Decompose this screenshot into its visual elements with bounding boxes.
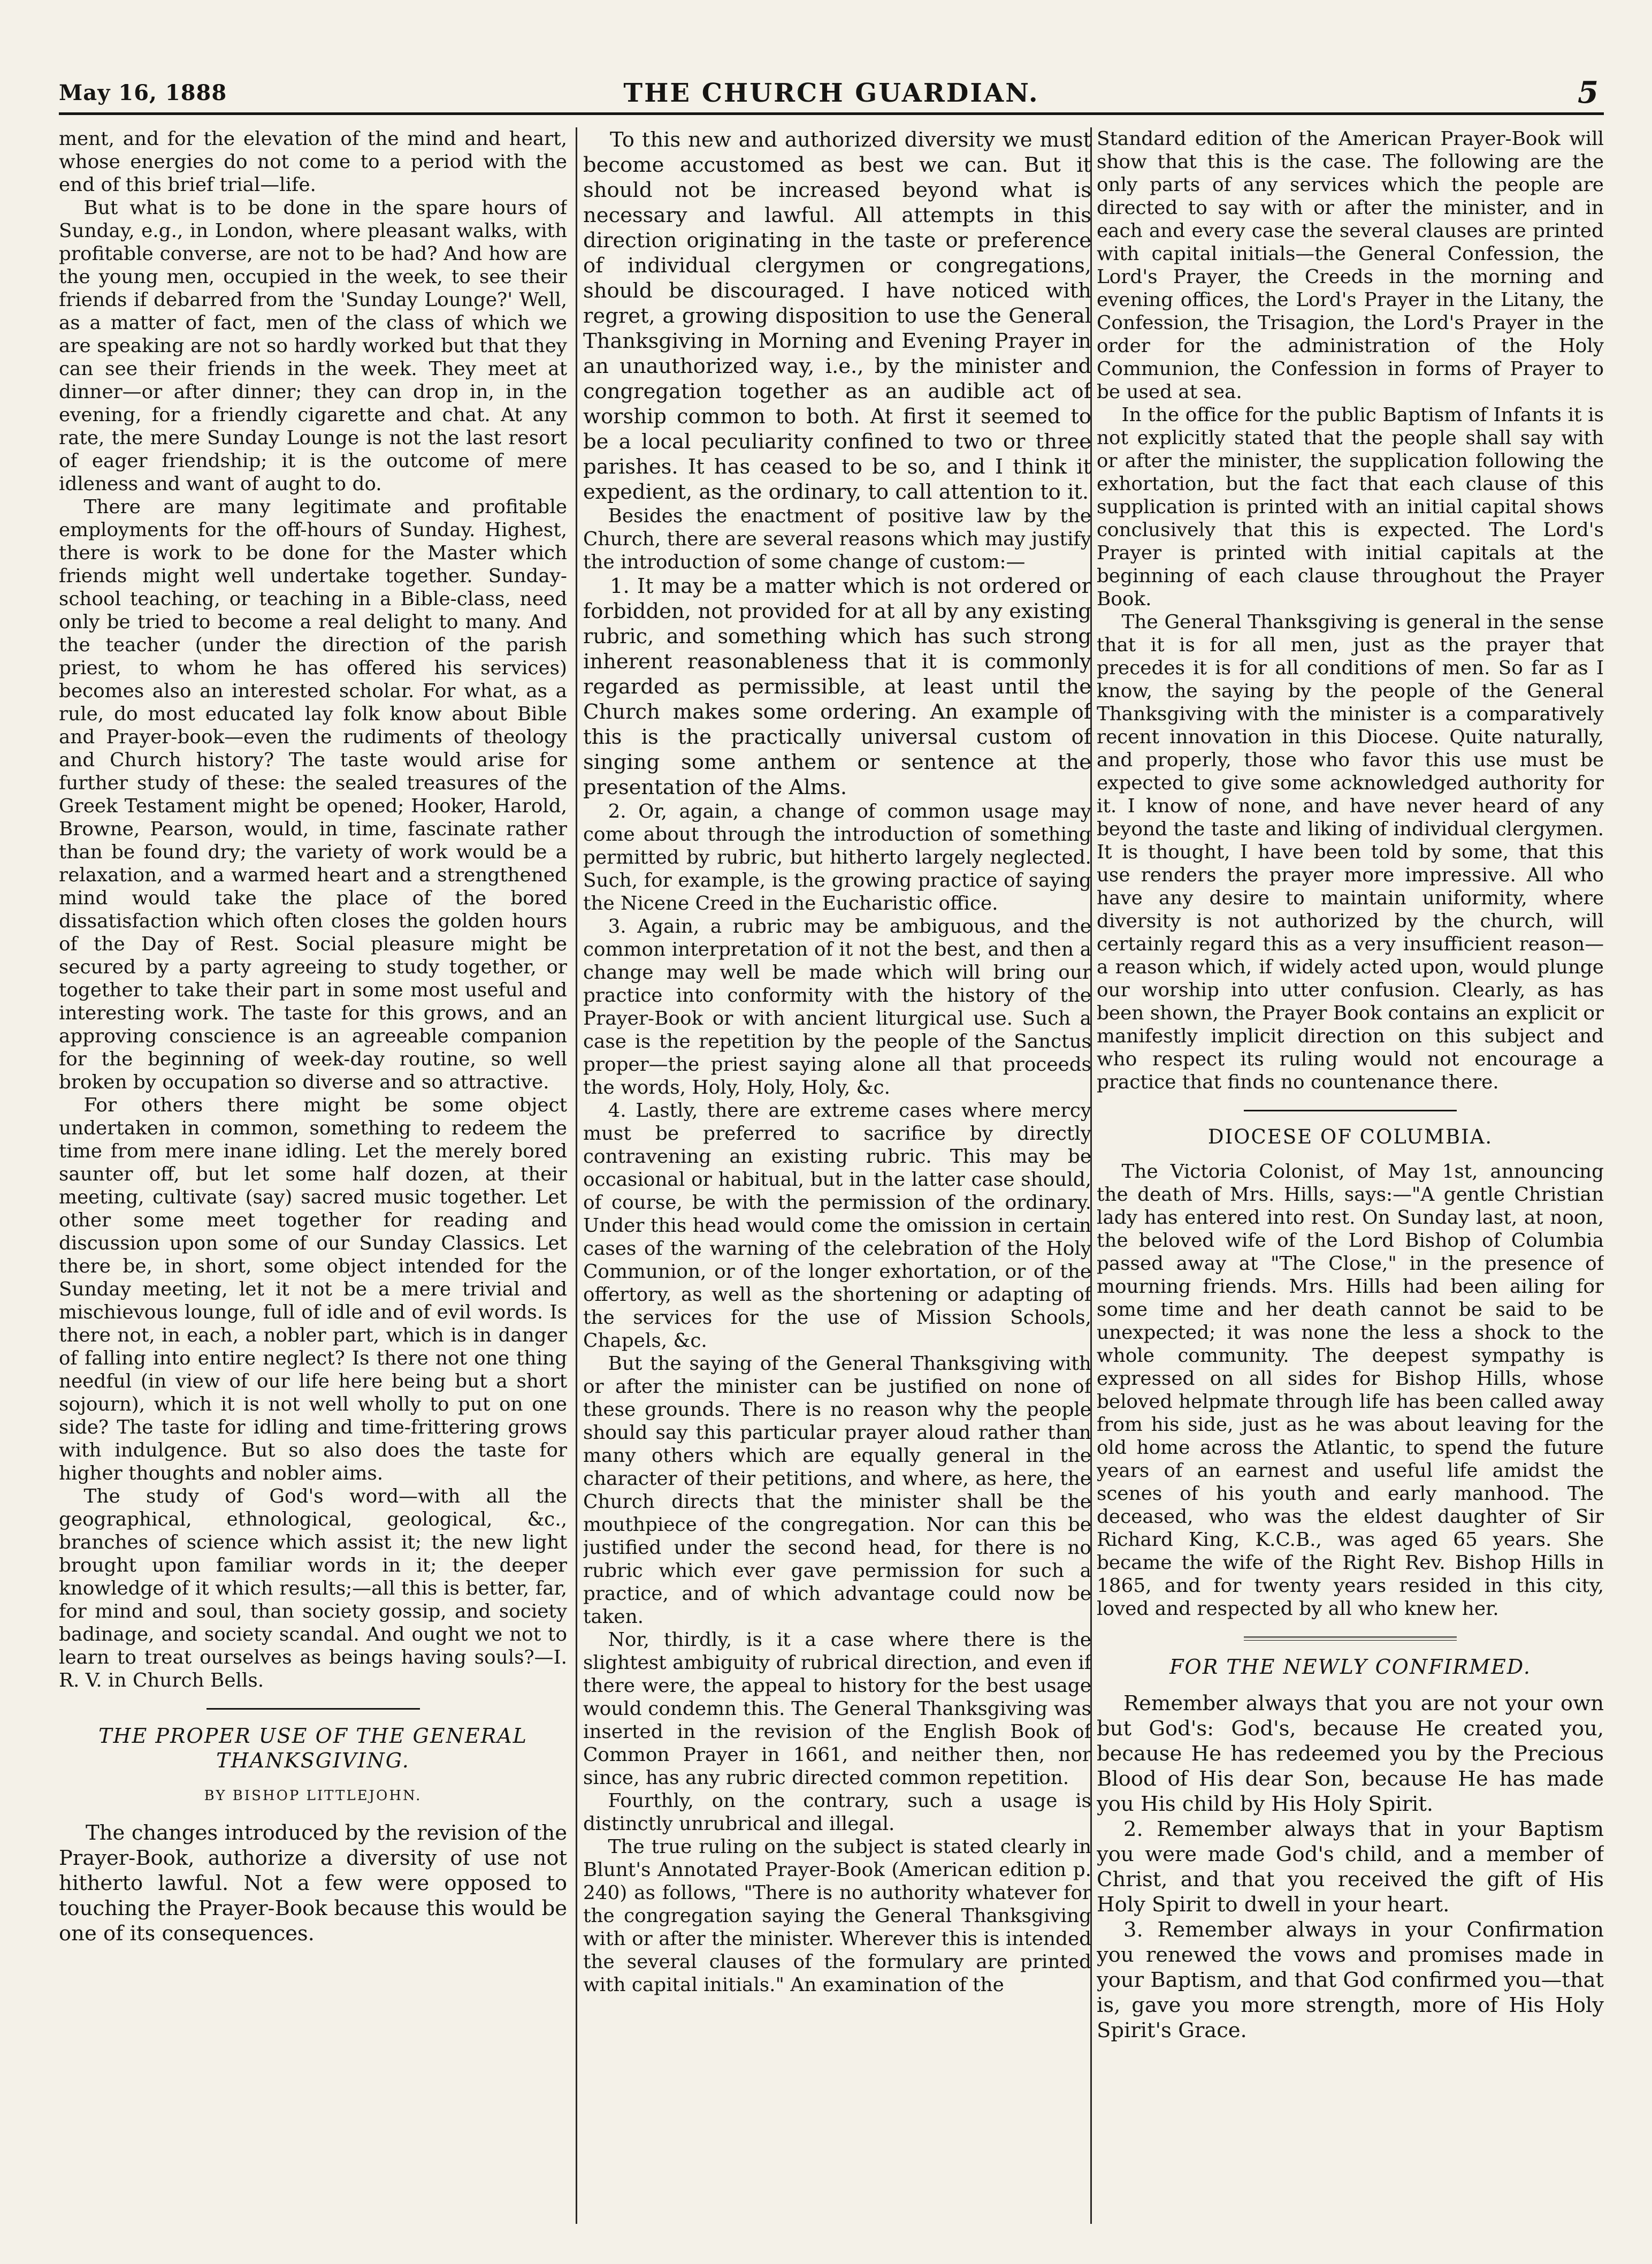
paragraph: For others there might be some object undertaken in common, something to redeem the time from mere inane idling. Let the merely bored saunter off, but let some half dozen, at their meeting, cultivate (say) sacred music together. Let other some meet together for reading and discussion upon some of our Sunday Classics. Let there be, in short, some object intended for the Sunday meeting, let it not be a mere trivial and mischievous lounge, full of idle and of evil words. Is there not, in each, a nobler part, which is in danger of falling into entire neglect? Is there not one thing needful (in view of our life here being but a short sojourn), which it is not well wholly to put on one side? The taste for idling and time-frittering grows with indulgence. But so also does the taste for higher thoughts and nobler aims.: [59, 1094, 567, 1484]
paragraph: Nor, thirdly, is it a case where there is the slightest ambiguity of rubrical direction, and even if there were, the appeal to history for the best usage would condemn this. The General Thanksgiving was inserted in the revision of the English Book of Common Prayer in 1661, and neither then, nor since, has any rubric directed common repetition.: [583, 1629, 1091, 1789]
paragraph: 2. Remember always that in your Baptism you were made God's child, and a member of Christ, and that you received the gift of His Holy Spirit to dwell in your heart.: [1097, 1817, 1604, 1917]
paragraph: 1. It may be a matter which is not ordered or forbidden, not provided for at all by any existing rubric, and something which has such strong inherent reasonableness that it is commonly regarded as permissible, at least until the Church makes some ordering. An example of this is the practically universal custom of singing some anthem or sentence at the presentation of the Alms.: [583, 574, 1091, 799]
masthead: [59, 75, 1604, 115]
page-number: 5: [1578, 75, 1599, 110]
paragraph: Remember always that you are not your own but God's: God's, because He created you, because He has redeemed you by the Precious Blood of His dear Son, because He has made you His child by His Holy Spirit.: [1097, 1691, 1604, 1816]
column-1: [59, 127, 567, 2224]
section-heading-confirmed: FOR THE NEWLY CONFIRMED.: [1169, 1655, 1531, 1679]
paragraph: The study of God's word—with all the geographical, ethnological, geological, &c., branches of science which assist it; the new light brought upon familiar words in it; the deeper knowledge of it which results;—all this is better, far, for mind and soul, than society gossip, and society badinage, and society scandal. And ought we not to learn to treat ourselves as beings having souls?—I. R. V. in Church Bells.: [59, 1485, 567, 1691]
paragraph: The General Thanksgiving is general in the sense that it is for all men, just as the prayer that precedes it is for all conditions of men. So far as I know, the saying by the people of the General Thanksgiving with the minister is a comparatively recent innovation in this Diocese. Quite naturally, and properly, those who favor this use must be expected to give some acknowledged authority for it. I know of none, and have never heard of any beyond the taste and liking of individual clergymen. It is thought, I have been told by some, that this use renders the prayer more impressive. All who have any desire to maintain uniformity, where diversity is not authorized by the church, will certainly regard this as a very insufficient reason—a reason which, if widely acted upon, would plunge our worship into utter confusion. Clearly, as has been shown, the Prayer Book contains an explicit or manifestly implicit direction on this subject and who respect its ruling would not encourage a practice that finds no countenance there.: [1097, 611, 1604, 1093]
paragraph: Standard edition of the American Prayer-Book will show that this is the case. The following are the only parts of any services which the people are directed to say with or after the minister, and in each and every case the several clauses are printed with capital initials—the General Confession, the Lord's Prayer, the Creeds in the morning and evening offices, the Lord's Prayer in the Litany, the Confession, the Trisagion, the Lord's Prayer in the order for the administration of the Holy Communion, the Confession in forms of Prayer to be used at sea.: [1097, 128, 1604, 403]
article-byline: BY BISHOP LITTLEJOHN.: [204, 1788, 422, 1804]
paragraph: ment, and for the elevation of the mind and heart, whose energies do not come to a period with the end of this brief trial—life.: [59, 128, 567, 196]
column-2: [583, 127, 1091, 2224]
paragraph: But what is to be done in the spare hours of Sunday, e.g., in London, where pleasant walks, with profitable converse, are not to be had? And how are the young men, occupied in the week, to see their friends if debarred from the 'Sunday Lounge?' Well, as a matter of fact, men of the class of which we are speaking are not so hardly worked but that they can see their friends in the week. They meet at dinner—or after dinner; they can drop in, in the evening, for a friendly cigarette and chat. At any rate, the mere Sunday Lounge is not the last resort of eager friendship; it is the outcome of mere idleness and want of aught to do.: [59, 197, 567, 495]
paragraph: Besides the enactment of positive law by the Church, there are several reasons which may justify the introduction of some change of custom:—: [583, 505, 1091, 573]
section-separator: [1244, 1110, 1457, 1111]
paragraph: In the office for the public Baptism of Infants it is not explicitly stated that the people shall say with or after the minister, the supplication following the exhortation, but the fact that each clause of this supplication is printed with an initial capital shows conclusively that this is expected. The Lord's Prayer is printed with initial capitals at the beginning of each clause throughout the Prayer Book.: [1097, 404, 1604, 610]
section-heading-diocese: DIOCESE OF COLUMBIA.: [1207, 1125, 1493, 1148]
section-separator: [206, 1708, 420, 1710]
column-3: [1097, 127, 1604, 2224]
issue-date: May 16, 1888: [59, 80, 227, 105]
paragraph: 3. Again, a rubric may be ambiguous, and the common interpretation of it not the best, and then a change may well be made which will bring our practice into conformity with the history of the Prayer-Book or with ancient liturgical use. Such a case is the repetition by the people of the Sanctus proper—the priest saying alone all that proceeds the words, Holy, Holy, Holy, &c.: [583, 916, 1091, 1099]
article-heading: THE PROPER USE OF THE GENERAL THANKSGIVING.: [98, 1724, 527, 1772]
column-divider: [576, 127, 577, 2224]
paper-title: THE CHURCH GUARDIAN.: [623, 78, 1039, 108]
paragraph: The changes introduced by the revision of the Prayer-Book, authorize a diversity of use not hitherto lawful. Not a few were opposed to touching the Prayer-Book because this would be one of its consequences.: [59, 1821, 567, 1946]
section-separator: [1244, 1636, 1457, 1641]
paragraph: 3. Remember always in your Confirmation you renewed the vows and promises made in your Baptism, and that God confirmed you—that is, gave you more strength, more of His Holy Spirit's Grace.: [1097, 1918, 1604, 2042]
paragraph: The true ruling on the subject is stated clearly in Blunt's Annotated Prayer-Book (American edition p. 240) as follows, "There is no authority whatever for the congregation saying the General Thanksgiving with or after the minister. Wherever this is intended the several clauses of the formulary are printed with capital initials." An examination of the: [583, 1836, 1091, 1996]
paragraph: But the saying of the General Thanksgiving with or after the minister can be justified on none of these grounds. There is no reason why the people should say this particular prayer aloud rather than many others which are equally general in the character of their petitions, and where, as here, the Church directs that the minister shall be the mouthpiece of the congregation. Nor can this be justified under the second head, for there is no rubric which ever gave permission for such a practice, and of which advantage could now be taken.: [583, 1353, 1091, 1628]
paragraph: The Victoria Colonist, of May 1st, announcing the death of Mrs. Hills, says:—"A gentle Christian lady has entered into rest. On Sunday last, at noon, the beloved wife of the Lord Bishop of Columbia passed away at "The Close," in the presence of mourning friends. Mrs. Hills had been ailing for some time and her death cannot be said to be unexpected; it was none the less a shock to the whole community. The deepest sympathy is expressed on all sides for Bishop Hills, whose beloved helpmate through life has been called away from his side, just as he was about leaving for the old home across the Atlantic, to spend the future years of an earnest and useful life amidst the scenes of his youth and early manhood. The deceased, who was the eldest daughter of Sir Richard King, K.C.B., was aged 65 years. She became the wife of the Right Rev. Bishop Hills in 1865, and for twenty years resided in this city, loved and respected by all who knew her.: [1097, 1161, 1604, 1620]
paragraph: 4. Lastly, there are extreme cases where mercy must be preferred to sacrifice by directly contravening an existing rubric. This may be occasional or habitual, but in the latter case should, of course, be with the permission of the ordinary. Under this head would come the omission in certain cases of the warning of the celebration of the Holy Communion, or of the longer exhortation, or of the offertory, as well as the shortening or adapting of the services for the use of Mission Schools, Chapels, &c.: [583, 1100, 1091, 1352]
paragraph: To this new and authorized diversity we must become accustomed as best we can. But it should not be increased beyond what is necessary and lawful. All attempts in this direction originating in the taste or preference of individual clergymen or congregations, should be discouraged. I have noticed with regret, a growing disposition to use the General Thanksgiving in Morning and Evening Prayer in an unauthorized way, i.e., by the minister and congregation together as an audible act of worship common to both. At first it seemed to be a local peculiarity confined to two or three parishes. It has ceased to be so, and I think it expedient, as the ordinary, to call attention to it.: [583, 128, 1091, 504]
paragraph: Fourthly, on the contrary, such a usage is distinctly unrubrical and illegal.: [583, 1790, 1091, 1835]
paragraph: There are many legitimate and profitable employments for the off-hours of Sunday. Highest, there is work to be done for the Master which friends might well undertake together. Sunday-school teaching, or teaching in a Bible-class, need only be tried to become a real delight to many. And the teacher (under the direction of the parish priest, to whom he has offered his services) becomes also an interested scholar. For what, as a rule, do most educated lay folk know about Bible and Prayer-book—even the rudiments of theology and Church history? The taste would arise for further study of these: the sealed treasures of the Greek Testament might be opened; Hooker, Harold, Browne, Pearson, would, in time, fascinate rather than be found dry; the variety of work would be a relaxation, and a warmed heart and a strengthened mind would take the place of the bored dissatisfaction which often closes the golden hours of the Day of Rest. Social pleasure might be secured by a party agreeing to study together, or together to take their part in some most useful and interesting work. The taste for this grows, and an approving conscience is an agreeable companion for the beginning of week-day routine, so well broken by occupation so diverse and so attractive.: [59, 496, 567, 1093]
paragraph: 2. Or, again, a change of common usage may come about through the introduction of something permitted by rubric, but hitherto largely neglected. Such, for example, is the growing practice of saying the Nicene Creed in the Eucharistic office.: [583, 801, 1091, 914]
